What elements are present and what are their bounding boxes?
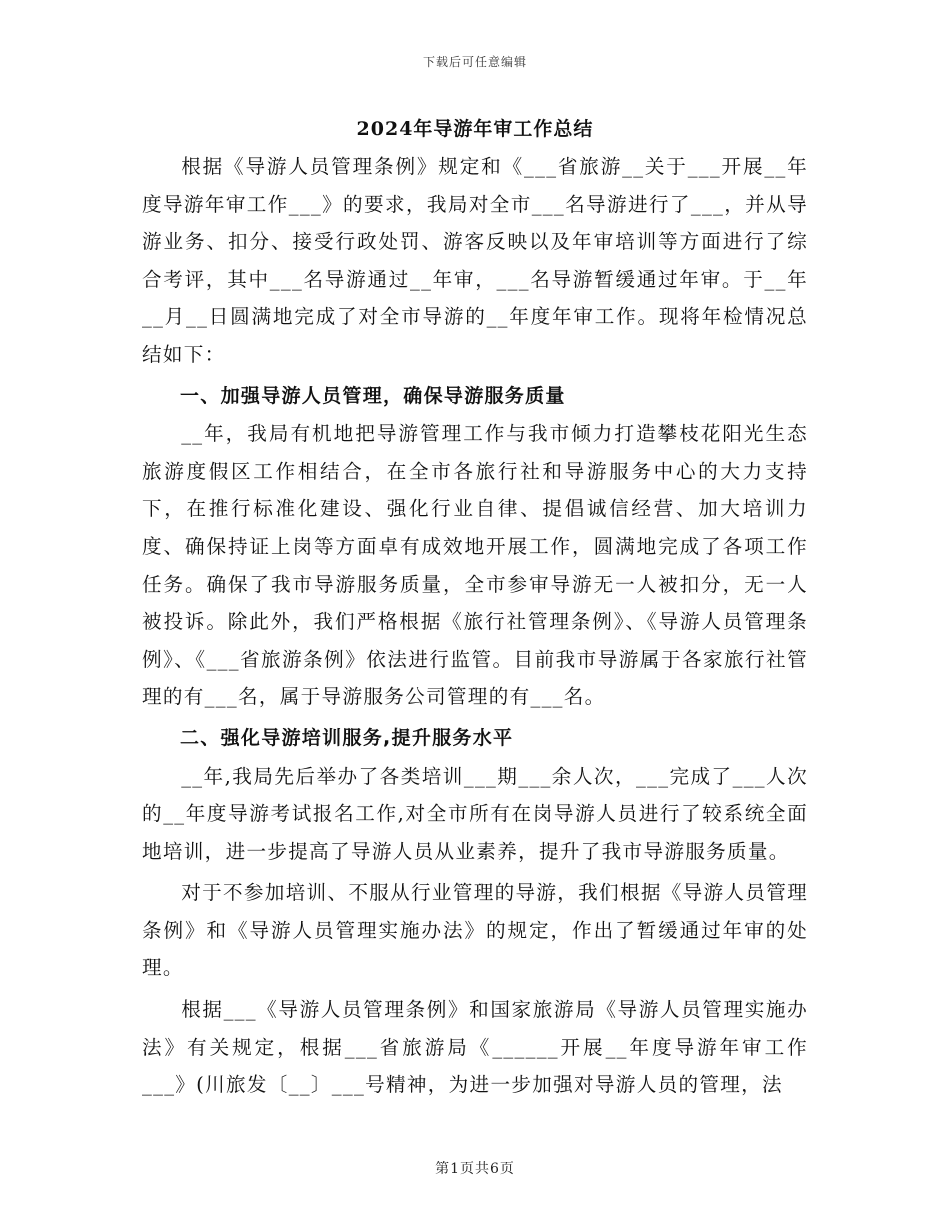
section-2-paragraph-3: 根据___《导游人员管理条例》和国家旅游局《导游人员管理实施办法》有关规定，根据___省旅游局《______开展__年度导游年审工作___》(川旅发〔__〕___号精神，为进一步加强对导游人员的管理，法 [142,998,808,1097]
intro-paragraph: 根据《导游人员管理条例》规定和《___省旅游__关于___开展__年度导游年审工作___》的要求，我局对全市___名导游进行了___，并从导游业务、扣分、接受行政处罚、游客反映以及年审培训等方面进行了综合考评，其中___名导游通过__年审，___名导游暂缓通过年审。于__年__月__日圆满地完成了对全市导游的__年度年审工作。现将年检情况总结如下： [142,155,808,366]
document-body [142,148,808,1104]
section-heading-2: 二、强化导游培训服务,提升服务水平 [180,726,514,749]
document-title: 2024年导游年审工作总结 [356,118,594,140]
section-1-paragraph: __年，我局有机地把导游管理工作与我市倾力打造攀枝花阳光生态旅游度假区工作相结合，在全市各旅行社和导游服务中心的大力支持下，在推行标准化建设、强化行业自律、提倡诚信经营、加大培训力度、确保持证上岗等方面卓有成效地开展工作，圆满地完成了各项工作任务。确保了我市导游服务质量，全市参审导游无一人被扣分，无一人被投诉。除此外，我们严格根据《旅行社管理条例》、《导游人员管理条例》、《___省旅游条例》依法进行监管。目前我市导游属于各家旅行社管理的有___名，属于导游服务公司管理的有___名。 [142,422,808,709]
section-2-paragraph-2: 对于不参加培训、不服从行业管理的导游，我们根据《导游人员管理条例》和《导游人员管理实施办法》的规定，作出了暂缓通过年审的处理。 [142,881,808,980]
section-2-paragraph-1: __年,我局先后举办了各类培训___期___余人次，___完成了___人次的__年度导游考试报名工作,对全市所有在岗导游人员进行了较系统全面地培训，进一步提高了导游人员从业素养，提升了我市导游服务质量。 [142,764,808,863]
page-footer: 第1页共6页 [435,1161,515,1177]
section-heading-1: 一、加强导游人员管理，确保导游服务质量 [180,384,566,407]
header-note: 下载后可任意编辑 [422,55,527,69]
